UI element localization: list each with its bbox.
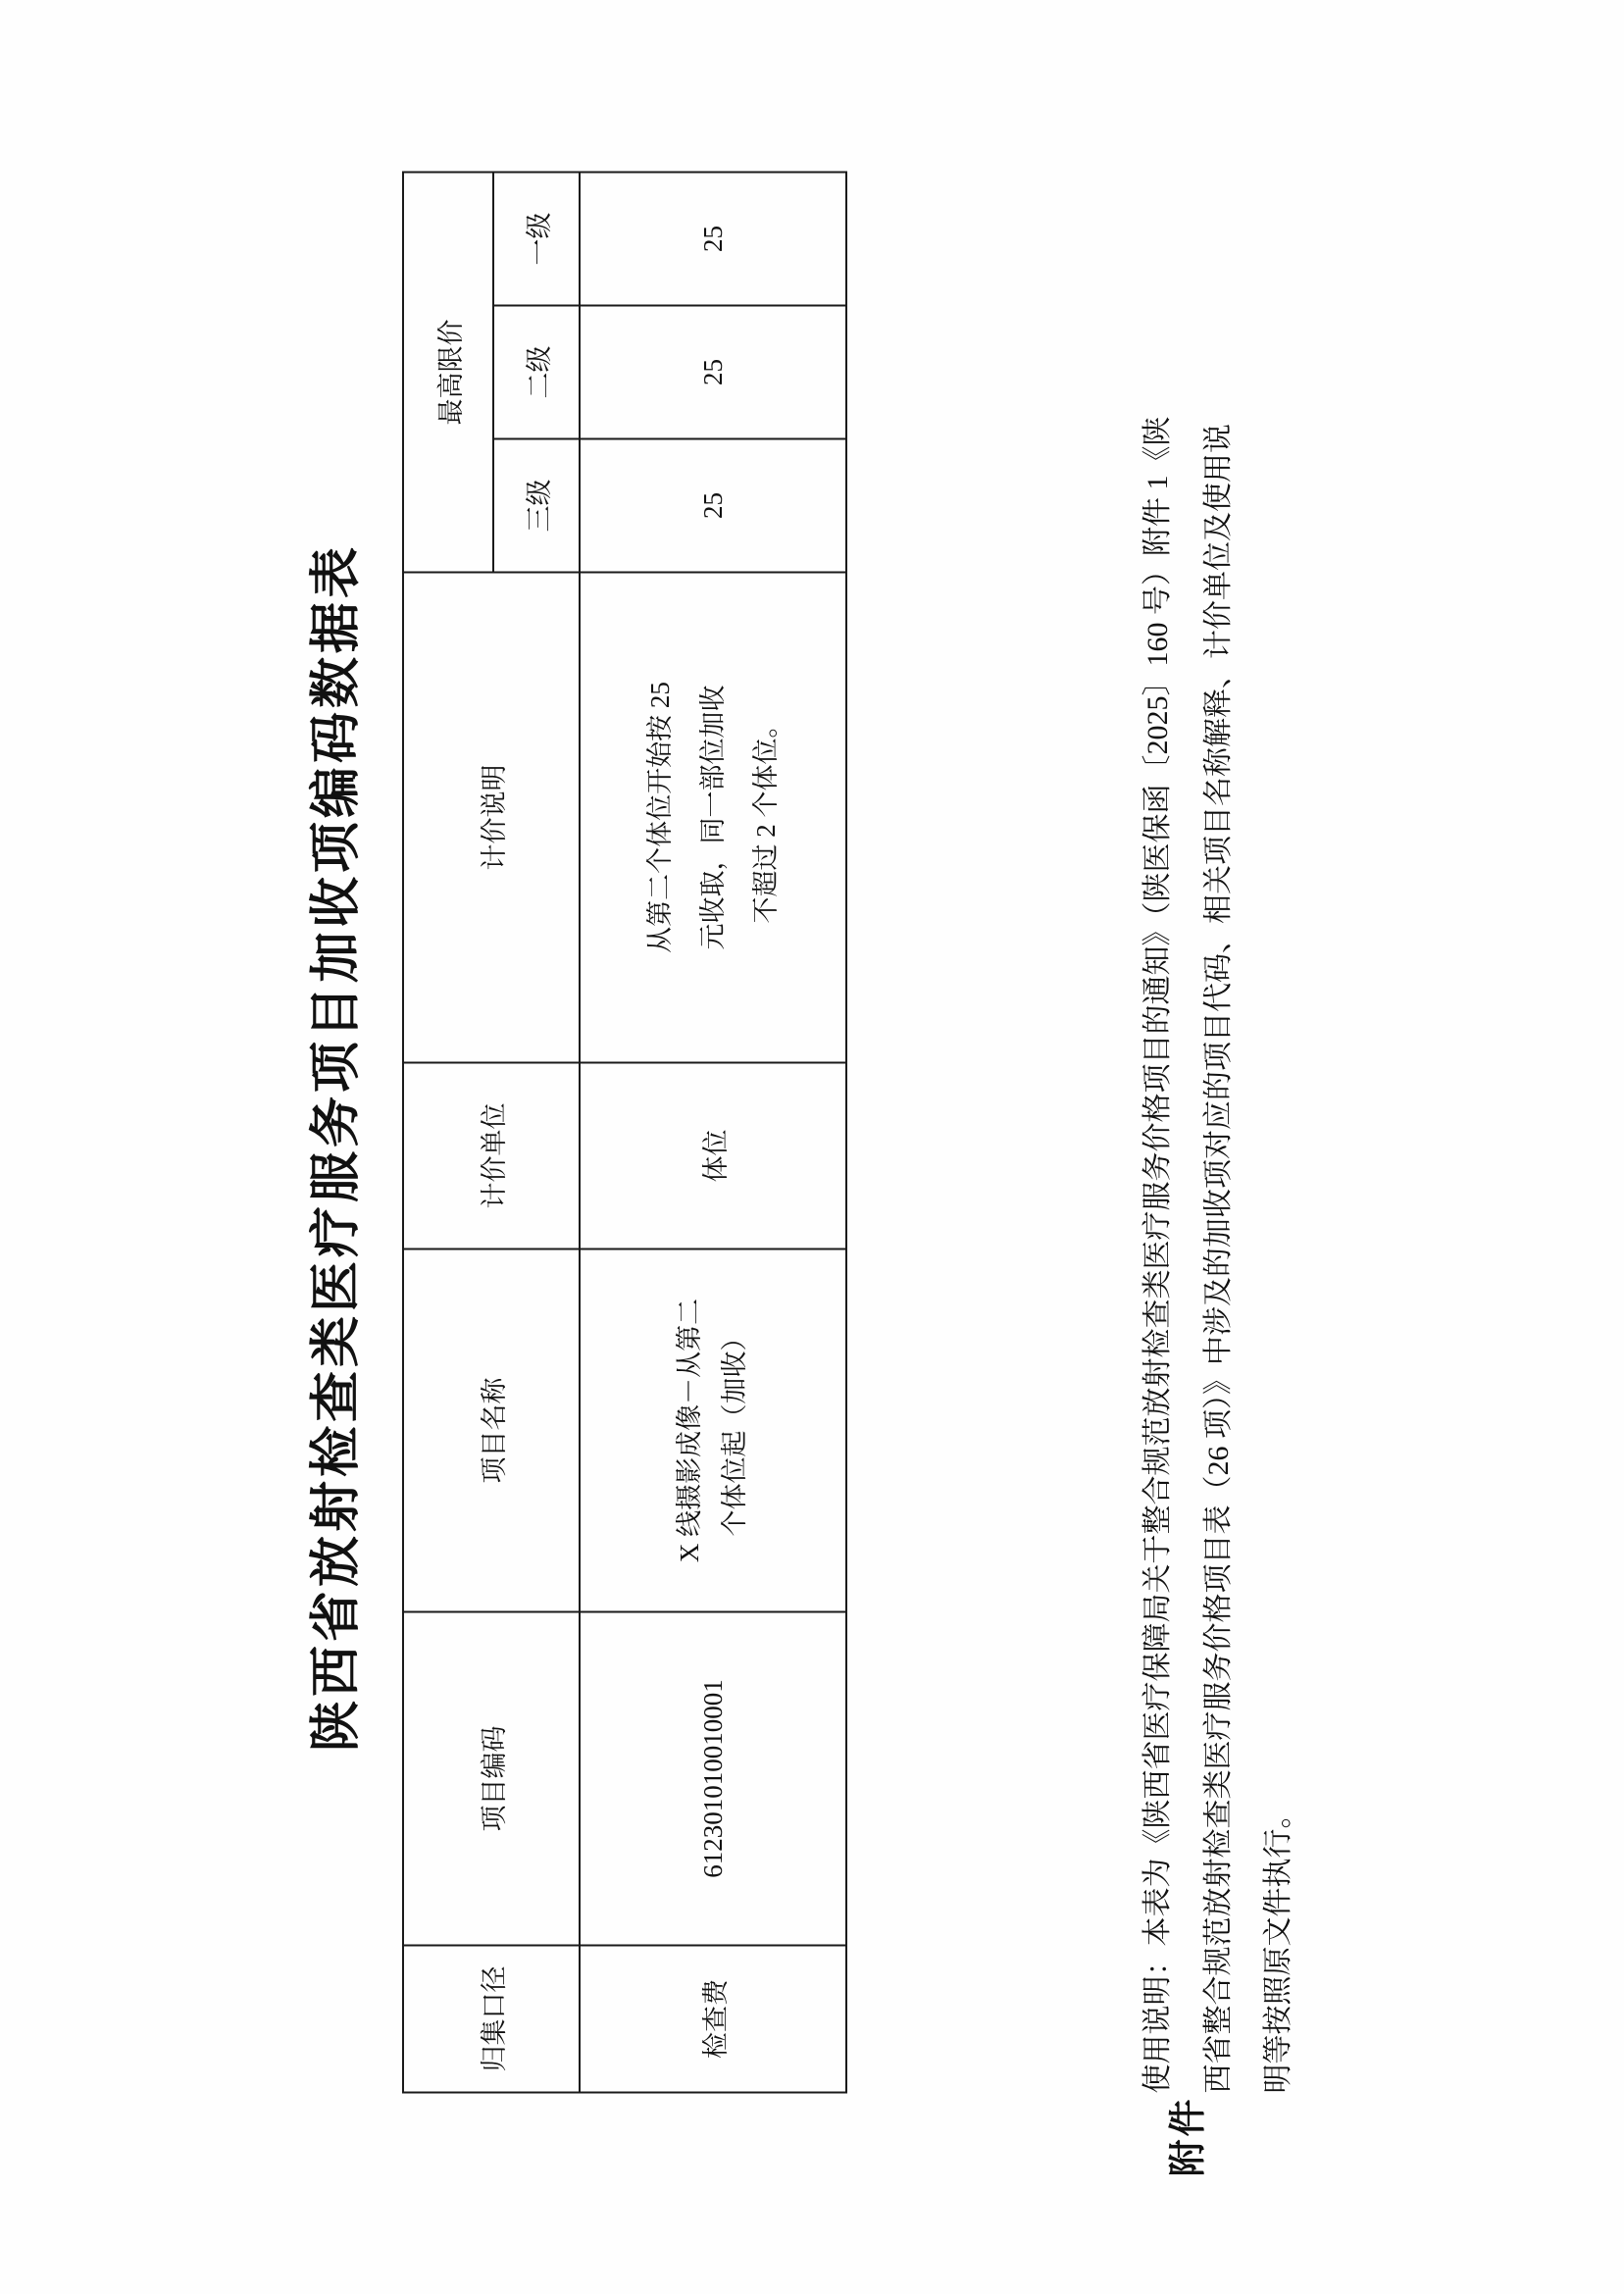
header-unit: 计价单位 [403, 1062, 580, 1249]
pricing-table [402, 171, 847, 2093]
cell-desc-line2: 元收取，同一部位加收 [698, 685, 728, 949]
cell-level1-price: 25 [580, 172, 846, 305]
table-row [580, 172, 846, 2092]
usage-notes-line2: 西省整合规范放射检查类医疗服务价格项目表（26 项）》中涉及的加收项对应的项目代码、相关项目名称解释、计价单位及使用说 [1201, 423, 1235, 2093]
usage-notes-line1: 使用说明：本表为《陕西省医疗保障局关于整合规范放射检查类医疗服务价格项目的通知》（陕医保函〔2025〕160 号）附件 1《陕 [1142, 416, 1174, 2093]
header-name: 项目名称 [403, 1249, 580, 1611]
cell-desc-line1: 从第二个体位开始按 25 [645, 681, 675, 953]
header-level3: 三级 [493, 438, 580, 572]
cell-name-line2: 个体位起（加收） [720, 1324, 749, 1536]
cell-scope: 检查费 [580, 1945, 846, 2092]
cell-name [580, 1249, 846, 1611]
header-scope: 归集口径 [403, 1945, 580, 2092]
cell-desc-line3: 不超过 2 个体位。 [751, 711, 781, 923]
cell-code: 612301010010001 [580, 1611, 846, 1945]
cell-level2-price: 25 [580, 305, 846, 438]
usage-notes-line3: 明等按照原文件执行。 [1262, 1799, 1294, 2093]
header-level2: 二级 [493, 305, 580, 438]
page-title: 陕西省放射检查类医疗服务项目加收项编码数据表 [309, 542, 365, 1752]
header-desc: 计价说明 [403, 572, 580, 1062]
cell-level3-price: 25 [580, 438, 846, 572]
header-code: 项目编码 [403, 1611, 580, 1945]
attachment-label: 附件 [1168, 2095, 1209, 2176]
usage-notes [1128, 171, 1309, 2093]
header-level1: 一级 [493, 172, 580, 305]
header-max-price: 最高限价 [403, 172, 493, 572]
cell-name-line1: X 线摄影成像－从第二 [675, 1298, 705, 1562]
table-header-row [403, 172, 493, 2092]
cell-desc [580, 572, 846, 1062]
cell-unit: 体位 [580, 1062, 846, 1249]
